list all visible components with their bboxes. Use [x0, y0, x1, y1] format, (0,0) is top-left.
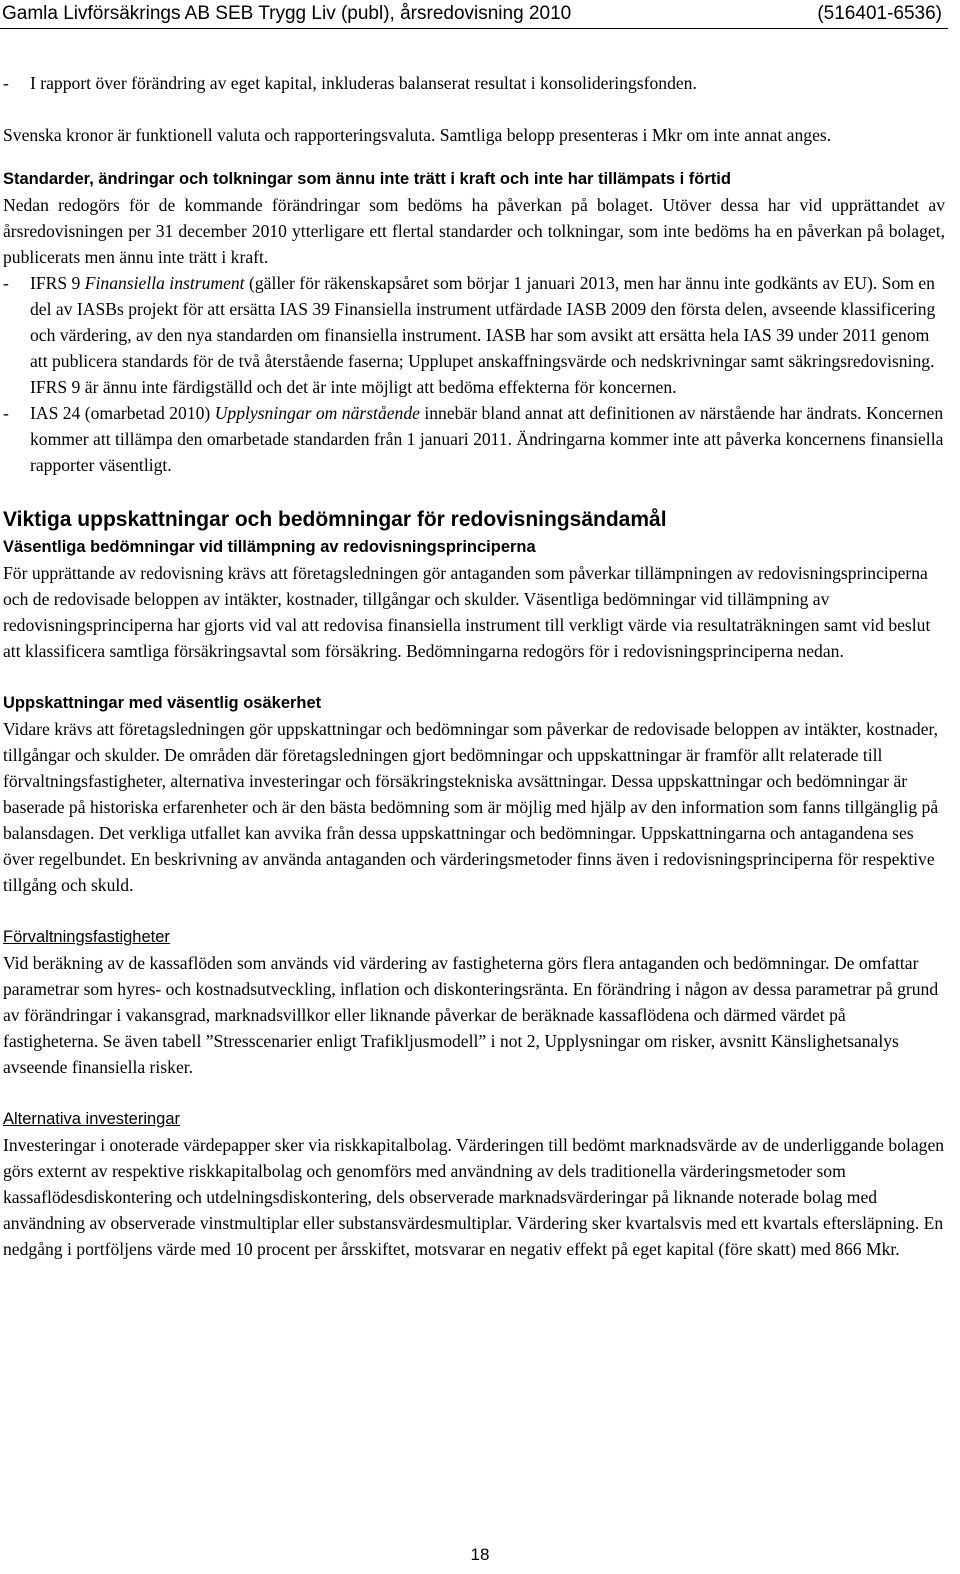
- page-number: 18: [470, 1545, 490, 1564]
- alternative-paragraph: Investeringar i onoterade värdepapper sker via riskkapitalbolag. Värderingen till bedömt marknadsvärde av de underliggande bolagen görs externt av respektive riskkapitalbolag och genomförs med användning av dels traditionella värderingsmetoder som kassaflödesdiskontering och utdelningsdiskontering, dels observerade marknadsvärderingar på liknande noterade bolag med användning av observerade vinstmultiplar eller substansvärdesmultiplar. Värdering sker kvartalsvis med ett kvartals eftersläpning. En nedgång i portföljens värde med 10 procent per årsskiftet, motsvarar en negativ effekt på eget kapital (före skatt) med 866 Mkr.: [3, 1135, 945, 1259]
- org-number: (516401-6536): [817, 3, 942, 24]
- ifrs9-item: [3, 270, 945, 400]
- ias24-rest: innebär bland annat att definitionen av närstående har ändrats. Koncernen kommer att tillämpa den omarbetade standarden från 1 januari 2011. Ändringarna kommer inte att påverka koncernens finansiella rapporter väsentligt.: [30, 403, 944, 475]
- ifrs9-text: [30, 270, 945, 400]
- header-rule: [0, 28, 948, 29]
- property-paragraph: Vid beräkning av de kassaflöden som används vid värdering av fastigheterna görs flera antaganden och bedömningar. De omfattar parametrar som hyres- och kostnadsutveckling, inflation och diskonteringsränta. En förändring i någon av dessa parametrar på grund av förändringar i vakansgrad, marknadsvillkor eller liknande påverkar de beräknade kassaflödena och därmed värdet på fastigheterna. Se även tabell ”Stresscenarier enligt Trafikljusmodell” i not 2, Upplysningar om risker, avsnitt Känslighetsanalys avseende finansiella risker.: [3, 953, 939, 1077]
- ias24-dash: -: [3, 403, 9, 423]
- ifrs9-rest: (gäller för räkenskapsåret som börjar 1 januari 2013, men har ännu inte godkänts av EU). Som en del av IASBs projekt för att ersätta IAS 39 Finansiella instrument utfärdade IASB 2009 den första delen, avseende klassificering och värdering, av den nya standarden om finansiella instrument. IASB har som avsikt att ersätta hela IAS 39 under 2011 genom att publicera standards för de två återstående faserna; Upplupet anskaffningsvärde och nedskrivningar samt säkringsredovisning. IFRS 9 är ännu inte färdigställd och det är inte möjligt att bedöma effekterna för koncernen.: [30, 273, 936, 397]
- ifrs9-italic: Finansiella instrument: [84, 273, 245, 293]
- alternative-heading: Alternativa investeringar: [3, 1110, 181, 1128]
- estimates-heading: Viktiga uppskattningar och bedömningar för redovisningsändamål: [3, 508, 667, 531]
- standards-heading: Standarder, ändringar och tolkningar som ännu inte trätt i kraft och inte har tillämpats i förtid: [3, 170, 731, 188]
- standards-paragraph: Nedan redogörs för de kommande förändringar som bedöms ha påverkan på bolaget. Utöver dessa har vid upprättandet av årsredovisningen per 31 december 2010 ytterligare ett flertal standarder och tolkningar, som inte bedöms ha en påverkan på bolaget, publicerats men ännu inte trätt i kraft.: [3, 195, 945, 267]
- estimates-paragraph: För upprättande av redovisning krävs att företagsledningen gör antaganden som påverkar tillämpningen av redovisningsprinciperna och de redovisade beloppen av intäkter, kostnader, tillgångar och skulder. Väsentliga bedömningar vid tillämpning av redovisningsprinciperna har gjorts vid val att redovisa finansiella instrument till verkligt värde via resultaträkningen samt vid beslut att klassificera samtliga försäkringsavtal som försäkring. Bedömningarna redogörs för i redovisningsprinciperna nedan.: [3, 563, 931, 661]
- ias24-lead: IAS 24 (omarbetad 2010): [30, 403, 215, 423]
- page-header: [0, 0, 960, 27]
- uncertainty-paragraph: Vidare krävs att företagsledningen gör uppskattningar och bedömningar som påverkar de redovisade beloppen av intäkter, kostnader, tillgångar och skulder. De områden där företagsledningen gjort bedömningar och uppskattningar är framför allt relaterade till förvaltningsfastigheter, alternativa investeringar och försäkringstekniska avsättningar. Dessa uppskattningar och bedömningar är baserade på historiska erfarenheter och är den bästa bedömning som är möjlig med hjälp av den information som fanns tillgänglig på balansdagen. Det verkliga utfallet kan avvika från dessa uppskattningar och bedömningar. Uppskattningarna och antagandena ses över regelbundet. En beskrivning av använda antaganden och värderingsmetoder finns även i redovisningsprinciperna för respektive tillgång och skuld.: [3, 719, 939, 895]
- uncertainty-heading: Uppskattningar med väsentlig osäkerhet: [3, 694, 322, 712]
- bullet-text: I rapport över förändring av eget kapital, inkluderas balanserat resultat i konsolideringsfonden.: [30, 73, 697, 93]
- document-body: [3, 70, 945, 1262]
- ias24-item: [3, 400, 945, 478]
- ias24-italic: Upplysningar om närstående: [214, 403, 420, 423]
- currency-paragraph: Svenska kronor är funktionell valuta och rapporteringsvaluta. Samtliga belopp presenteras i Mkr om inte annat anges.: [3, 125, 832, 145]
- consolidation-bullet: [3, 70, 945, 96]
- ias24-text: [30, 400, 945, 478]
- report-title: Gamla Livförsäkrings AB SEB Trygg Liv (publ), årsredovisning 2010: [2, 3, 572, 24]
- estimates-subheading: Väsentliga bedömningar vid tillämpning av redovisningsprinciperna: [3, 538, 536, 556]
- ifrs9-lead: IFRS 9: [30, 273, 85, 293]
- property-heading: Förvaltningsfastigheter: [3, 928, 170, 946]
- bullet-dash: -: [3, 73, 9, 93]
- ifrs9-dash: -: [3, 273, 9, 293]
